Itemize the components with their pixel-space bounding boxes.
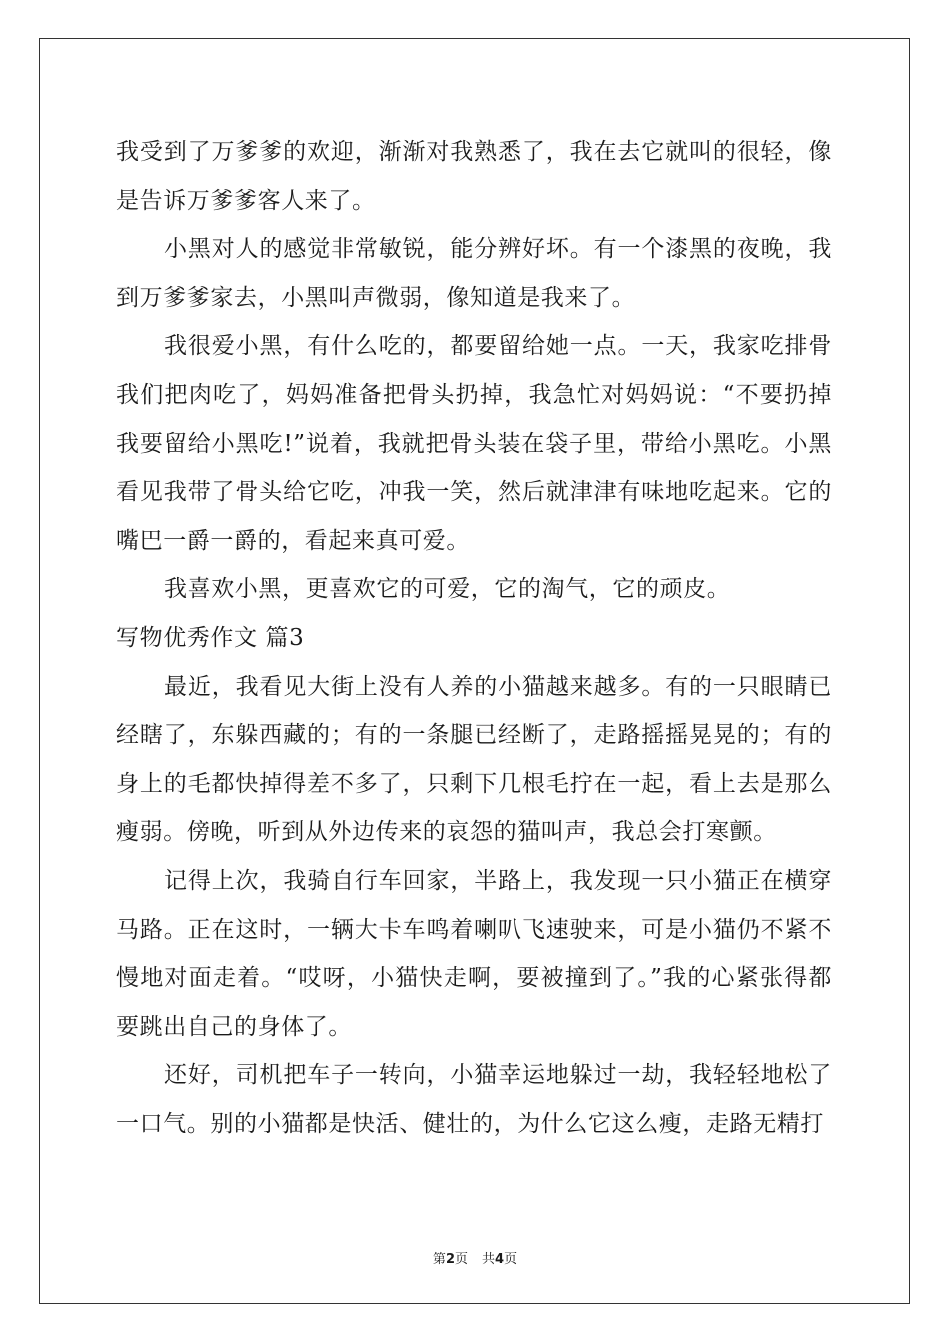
page-suffix: 页 — [454, 1252, 468, 1267]
paragraph-1: 我受到了万爹爹的欢迎，渐渐对我熟悉了，我在去它就叫的很轻，像是告诉万爹爹客人来了。 — [116, 139, 832, 214]
total-prefix: 共 — [482, 1252, 496, 1267]
page-number: 2 — [445, 1252, 455, 1267]
paragraph-3: 我很爱小黑，有什么吃的，都要留给她一点。一天，我家吃排骨我们把肉吃了，妈妈准备把骨头扔掉，我急忙对妈妈说：“不要扔掉我要留给小黑吃!”说着，我就把骨头装在袋子里，带给小黑吃。小黑看见我带了骨头给它吃，冲我一笑，然后就津津有味地吃起来。它的嘴巴一爵一爵的，看起来真可爱。 — [116, 333, 832, 554]
page-prefix: 第 — [432, 1252, 446, 1267]
total-suffix: 页 — [504, 1252, 518, 1267]
total-pages: 4 — [495, 1252, 505, 1267]
paragraph-5: 最近，我看见大街上没有人养的小猫越来越多。有的一只眼睛已经瞎了，东躲西藏的；有的一条腿已经断了，走路摇摇晃晃的；有的身上的毛都快掉得差不多了，只剩下几根毛拧在一起，看上去是那么瘦弱。傍晚，听到从外边传来的哀怨的猫叫声，我总会打寒颤。 — [116, 673, 832, 846]
document-body — [116, 128, 832, 1148]
section-heading: 写物优秀作文 篇3 — [116, 624, 305, 651]
paragraph-2: 小黑对人的感觉非常敏锐，能分辨好坏。有一个漆黑的夜晚，我到万爹爹家去，小黑叫声微弱，像知道是我来了。 — [116, 236, 832, 311]
page-footer — [0, 1248, 950, 1267]
paragraph-7: 还好，司机把车子一转向，小猫幸运地躲过一劫，我轻轻地松了一口气。别的小猫都是快活、健壮的，为什么它这么瘦，走路无精打 — [116, 1062, 832, 1137]
paragraph-4: 我喜欢小黑，更喜欢它的可爱，它的淘气，它的顽皮。 — [164, 576, 731, 603]
paragraph-6: 记得上次，我骑自行车回家，半路上，我发现一只小猫正在横穿马路。正在这时，一辆大卡车鸣着喇叭飞速驶来，可是小猫仍不紧不慢地对面走着。“哎呀，小猫快走啊，要被撞到了。”我的心紧张得都要跳出自己的身体了。 — [116, 867, 832, 1040]
